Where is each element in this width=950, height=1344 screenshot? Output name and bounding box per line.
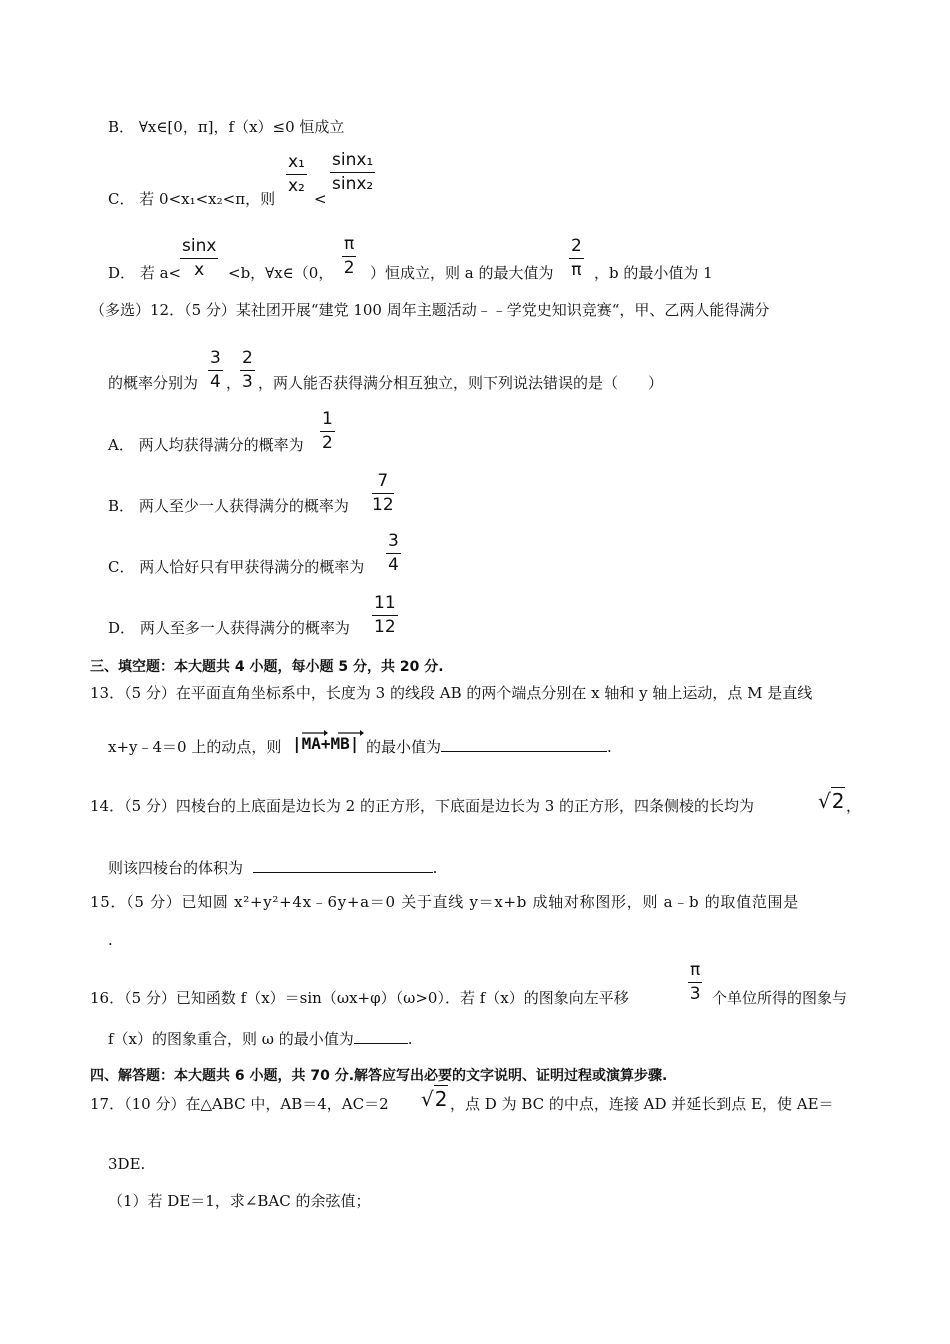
q17-stem-line1-suffix: ，点 D 为 BC 的中点，连接 AD 并延长到点 E，使 AE＝ <box>450 1095 834 1113</box>
q12-option-a-fraction: 1 2 <box>322 409 333 453</box>
q14-stem-line1: 14．（5 分）四棱台的上底面是边长为 2 的正方形，下底面是边长为 3 的正方形，四条侧棱的长均为 <box>90 797 755 815</box>
q13-vector-arrows <box>302 730 366 736</box>
q13-vector-expression: |MA+MB| <box>292 734 360 753</box>
q16-fraction-pi-3: π 3 <box>689 960 701 1004</box>
q12-option-c-fraction: 3 4 <box>388 531 399 575</box>
q15-stem-line1: 15．（5 分）已知圆 x²+y²+4x﹣6y+a＝0 关于直线 y＝x+b 成轴对称图形，则 a﹣b 的取值范围是 <box>90 893 799 911</box>
q16-answer-blank[interactable] <box>354 1042 408 1044</box>
q13-stem-line1: 13．（5 分）在平面直角坐标系中，长度为 3 的线段 AB 的两个端点分别在 x 轴和 y 轴上运动，点 M 是直线 <box>90 684 813 702</box>
section-4-heading: 四、解答题：本大题共 6 小题，共 70 分.解答应写出必要的文字说明、证明过程或演算步骤. <box>90 1068 668 1084</box>
q11-option-c: C． 若 0<x₁<x₂<π，则 <box>108 190 276 208</box>
q11-d-fraction-sinx: sinx x <box>182 236 217 280</box>
q12-option-b-fraction: 7 12 <box>372 471 394 515</box>
q12-prob-yi: 2 3 <box>242 348 253 392</box>
q11-c-less-than: < <box>314 190 327 208</box>
q14-line1-end: ， <box>846 797 862 815</box>
q11-d-suffix: ，b 的最小值为 1 <box>594 264 713 282</box>
q12-prob-jia: 3 4 <box>210 348 221 392</box>
q16-stem-line1-suffix: 个单位所得的图象与 <box>712 989 848 1007</box>
q11-c-fraction-2: sinx₁ sinx₂ <box>332 150 374 194</box>
q12-option-b: B． 两人至少一人获得满分的概率为 <box>108 497 349 515</box>
q15-stem-line2: . <box>108 931 113 949</box>
q12-stem-line2-prefix: 的概率分别为 <box>108 374 199 392</box>
q17-stem-line2: 3DE. <box>108 1155 146 1173</box>
q12-stem-line2-suffix: ，两人能否获得满分相互独立，则下列说法错误的是（ ） <box>258 374 664 392</box>
q12-comma: ， <box>226 374 242 392</box>
q11-d-middle-2: ）恒成立，则 a 的最大值为 <box>370 264 554 282</box>
q12-option-c: C． 两人恰好只有甲获得满分的概率为 <box>108 558 365 576</box>
q11-d-middle: <b，∀x∈（0， <box>228 264 334 282</box>
q13-stem-line2-prefix: x+y﹣4＝0 上的动点，则 <box>108 738 282 756</box>
q17-sqrt: √2 <box>421 1087 448 1111</box>
q12-option-a: A． 两人均获得满分的概率为 <box>108 436 304 454</box>
q14-sqrt: √2 <box>818 789 845 813</box>
q17-stem-line1-prefix: 17．（10 分）在△ABC 中，AB＝4，AC＝2 <box>90 1095 389 1113</box>
q16-stem-line1-prefix: 16．（5 分）已知函数 f（x）＝sin（ωx+φ）（ω>0）．若 f（x）的图象向左平移 <box>90 989 629 1007</box>
q11-d-fraction-pi-2: π 2 <box>343 234 355 278</box>
q13-answer-blank[interactable] <box>441 750 607 752</box>
q12-option-d: D． 两人至多一人获得满分的概率为 <box>108 619 350 637</box>
q16-stem-line2: f（x）的图象重合，则 ω 的最小值为 . <box>108 1030 413 1048</box>
q17-part-1: （1）若 DE＝1，求∠BAC 的余弦值； <box>108 1192 371 1210</box>
q11-option-b: B． ∀x∈[0，π]，f（x）≤0 恒成立 <box>108 118 345 136</box>
q13-stem-line2-suffix: 的最小值为 . <box>366 738 612 756</box>
section-3-heading: 三、填空题：本大题共 4 小题，每小题 5 分，共 20 分. <box>90 659 444 675</box>
q14-answer-blank[interactable] <box>253 871 433 873</box>
q14-stem-line2: 则该四棱台的体积为 . <box>108 859 438 877</box>
q11-c-fraction-1: x₁ x₂ <box>288 152 305 196</box>
q12-stem-line1: （多选）12．（5 分）某社团开展“建党 100 周年主题活动﹣﹣学党史知识竞赛“，甲、乙两人能得满分 <box>90 301 770 319</box>
q12-option-d-fraction: 11 12 <box>374 593 396 637</box>
q11-option-d-prefix: D． 若 a< <box>108 264 182 282</box>
q11-d-fraction-2-pi: 2 π <box>571 236 582 280</box>
